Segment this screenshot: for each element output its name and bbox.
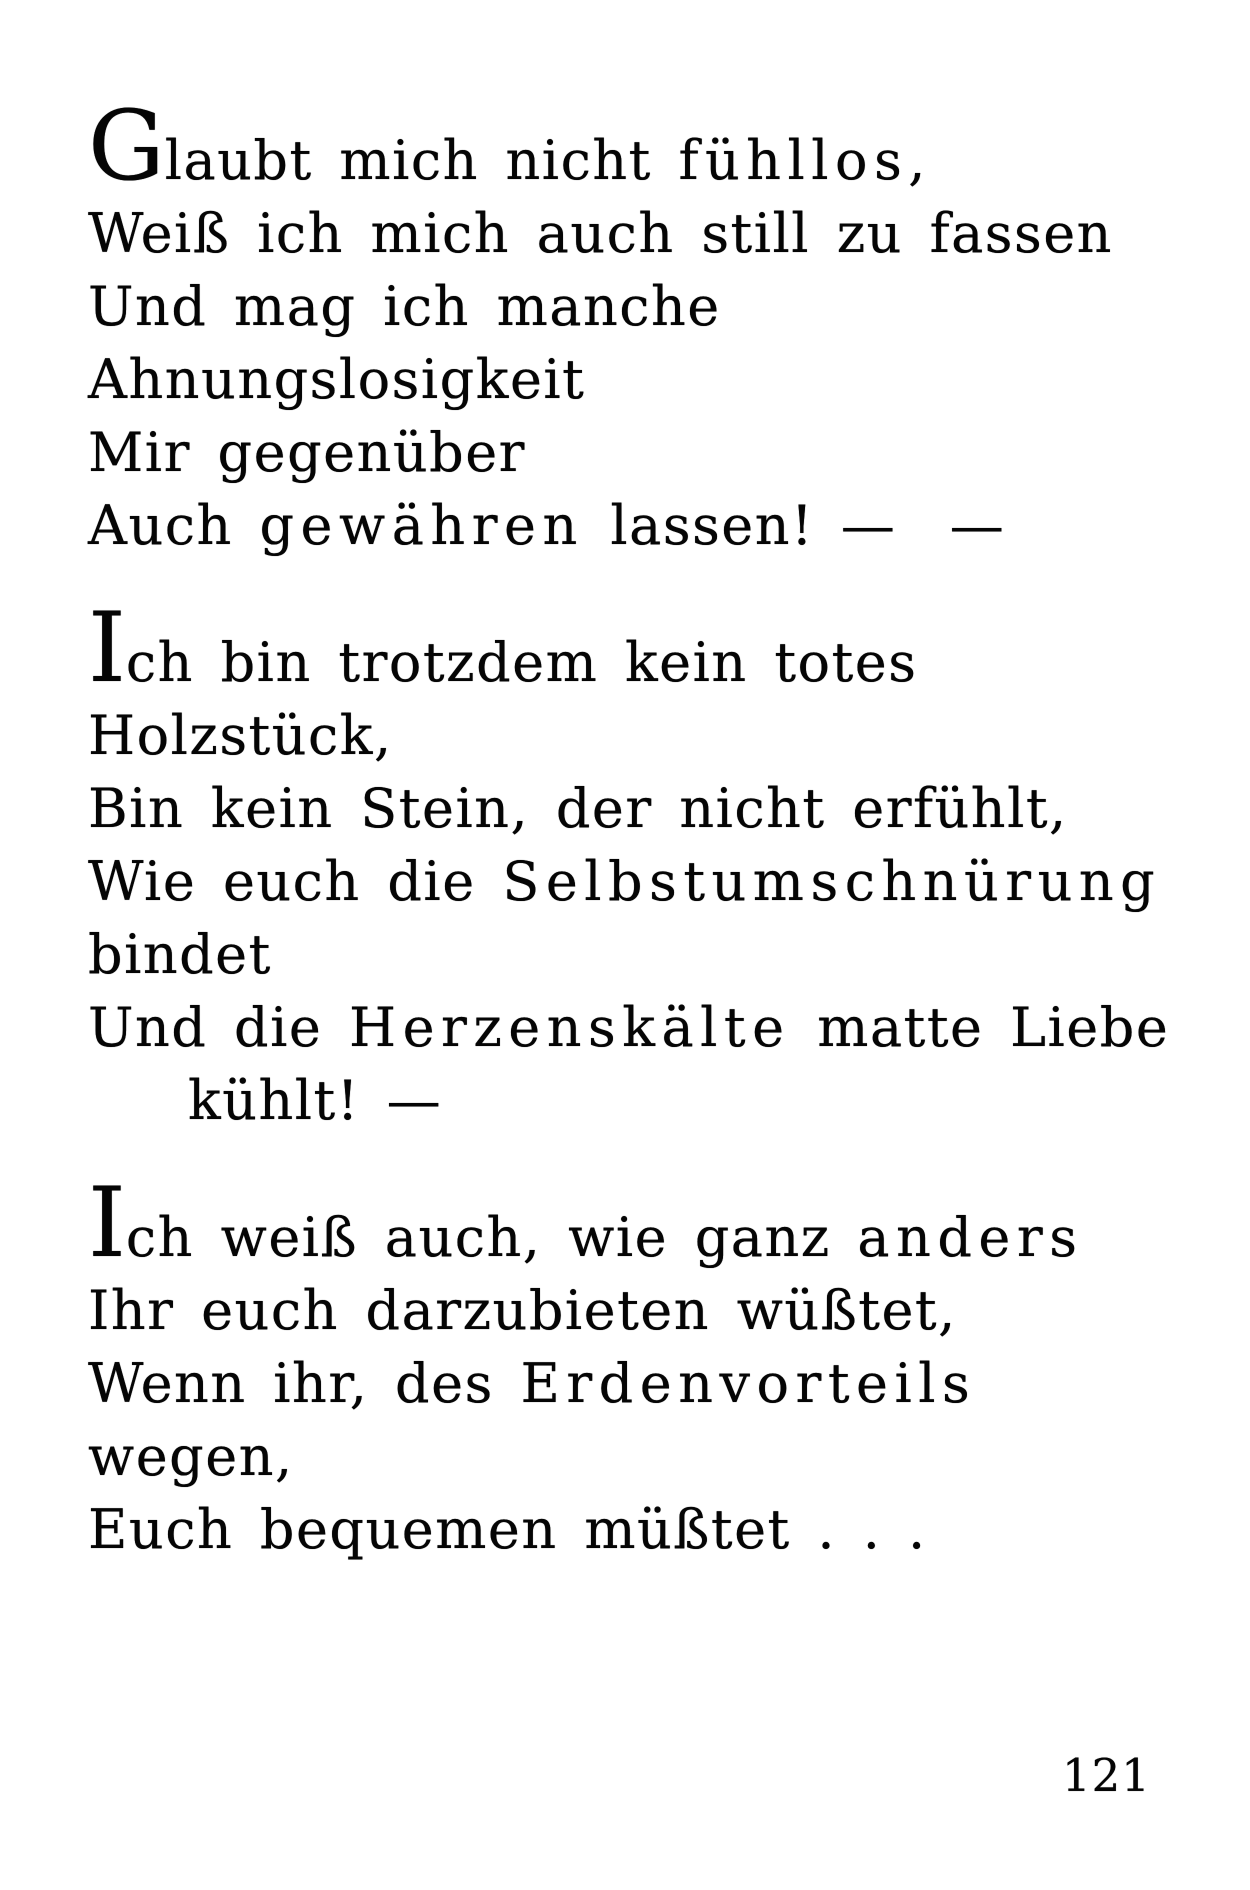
poem-stanza xyxy=(88,592,1188,1137)
poem-text-segment: ch bin trotzdem kein totes Holzstück, xyxy=(88,631,945,767)
stanza-initial-letter: G xyxy=(88,90,165,202)
poem-text-segment: Mir gegenüber xyxy=(88,421,526,484)
poem-line xyxy=(88,489,1188,562)
poem xyxy=(88,90,1188,1566)
poem-text-segment: laubt mich nicht xyxy=(164,129,679,192)
poem-text-segment: wegen, xyxy=(88,1352,1003,1488)
poem-line xyxy=(88,772,1188,845)
poem-text-segment: Und die xyxy=(88,996,349,1059)
poem-line xyxy=(88,90,1188,202)
poem-text-segment: Euch bequemen müßtet . . . xyxy=(88,1498,927,1561)
poem-line xyxy=(88,991,1188,1064)
poem-text-segment: Wie euch die xyxy=(88,850,503,913)
poem-text-segment: Und mag ich manche Ahnungslosigkeit xyxy=(88,275,748,411)
poem-text-segment: matte Liebe xyxy=(790,996,1170,1059)
poem-text-segment: lassen! — — xyxy=(583,494,1006,557)
poem-text-segment: Erdenvorteils xyxy=(520,1352,977,1415)
poem-text-segment: fühllos xyxy=(678,129,909,192)
poem-text-segment: bindet xyxy=(88,850,1188,986)
poem-stanza xyxy=(88,1167,1188,1566)
poem-text-segment: Auch xyxy=(88,494,260,557)
poem-line xyxy=(88,1167,1188,1279)
poem-line xyxy=(88,1274,1188,1347)
poem-line xyxy=(88,197,1188,270)
poem-text-segment: Wenn ihr, des xyxy=(88,1352,521,1415)
poem-line xyxy=(88,270,1188,416)
poem-text-segment: gewähren xyxy=(259,494,584,557)
poem-text-segment: Ihr euch darzubieten wüßtet, xyxy=(88,1279,957,1342)
stanza-initial-letter: I xyxy=(88,1167,126,1279)
poem-line xyxy=(88,416,1188,489)
poem-text-segment: , xyxy=(908,129,927,192)
page-number: 121 xyxy=(1062,1749,1151,1802)
poem-stanza xyxy=(88,90,1188,562)
poem-text-segment: kühlt! — xyxy=(188,1069,443,1132)
poem-line xyxy=(88,1347,1188,1493)
poem-line xyxy=(88,592,1188,772)
poem-text-segment: Bin kein Stein, der nicht erfühlt, xyxy=(88,777,1068,840)
poem-text-segment: Selbstumschnürung xyxy=(502,850,1162,913)
poem-line xyxy=(88,1493,1188,1566)
poem-text-segment: anders xyxy=(857,1206,1084,1269)
poem-text-segment: ch weiß auch, wie ganz xyxy=(125,1206,858,1269)
poem-line xyxy=(88,1064,1188,1137)
poem-line xyxy=(88,845,1188,991)
stanza-initial-letter: I xyxy=(88,592,126,704)
poem-text-segment: Weiß ich mich auch still zu fassen xyxy=(88,202,1113,265)
poem-text-segment: Herzenskälte xyxy=(348,996,791,1059)
